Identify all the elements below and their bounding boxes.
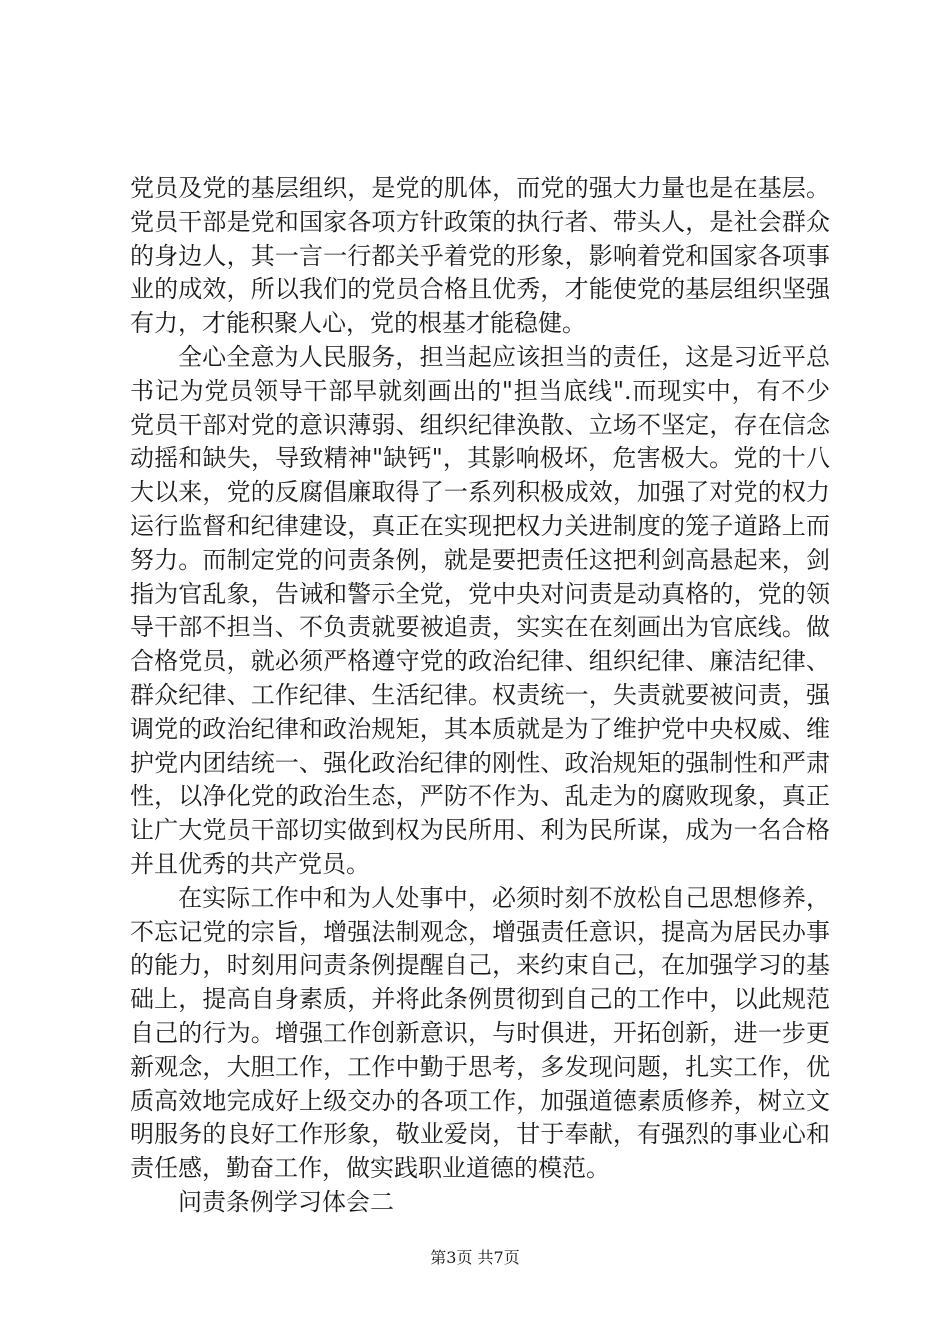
paragraph-intro: 党员及党的基层组织，是党的肌体，而党的强大力量也是在基层。党员干部是党和国家各项方针政策的执行者、带头人，是社会群众的身边人，其一言一行都关乎着党的形象，影响着党和国家各项事业的成效，所以我们的党员合格且优秀，才能使党的基层组织坚强有力，才能积聚人心，党的根基才能稳健。 xyxy=(130,174,830,338)
section-heading: 问责条例学习体会二 xyxy=(178,1187,394,1216)
paragraph-practice: 在实际工作中和为人处事中，必须时刻不放松自己思想修养，不忘记党的宗旨，增强法制观念，增强责任意识，提高为居民办事的能力，时刻用问责条例提醒自己，来约束自己，在加强学习的基础上，提高自身素质，并将此条例贯彻到自己的工作中，以此规范自己的行为。增强工作创新意识，与时俱进，开拓创新，进一步更新观念，大胆工作，工作中勤于思考，多发现问题，扎实工作，优质高效地完成好上级交办的各项工作，加强道德素质修养，树立文明服务的良好工作形象，敬业爱岗，甘于奉献，有强烈的事业心和责任感，勤奋工作，做实践职业道德的模范。 xyxy=(130,883,830,1183)
paragraph-responsibility: 全心全意为人民服务，担当起应该担当的责任，这是习近平总书记为党员领导干部早就刻画出的"担当底线".而现实中，有不少党员干部对党的意识薄弱、组织纪律涣散、立场不坚定，存在信念动摇和缺失，导致精神"缺钙"，其影响极坏，危害极大。党的十八大以来，党的反腐倡廉取得了一系列积极成效，加强了对党的权力运行监督和纪律建设，真正在实现把权力关进制度的笼子道路上而努力。而制定党的问责条例，就是要把责任这把利剑高悬起来，剑指为官乱象，告诫和警示全党，党中央对问责是动真格的，党的领导干部不担当、不负责就要被追责，实实在在刻画出为官底线。做合格党员，就必须严格遵守党的政治纪律、组织纪律、廉洁纪律、群众纪律、工作纪律、生活纪律。权责统一，失责就要被问责，强调党的政治纪律和政治规矩，其本质就是为了维护党中央权威、维护党内团结统一、强化政治纪律的刚性、政治规矩的强制性和严肃性，以净化党的政治生态，严防不作为、乱走为的腐败现象，真正让广大党员干部切实做到权为民所用、利为民所谋，成为一名合格并且优秀的共产党员。 xyxy=(130,342,830,878)
page-footer: 第3页 共7页 xyxy=(430,1248,520,1267)
document-body xyxy=(130,172,830,1220)
